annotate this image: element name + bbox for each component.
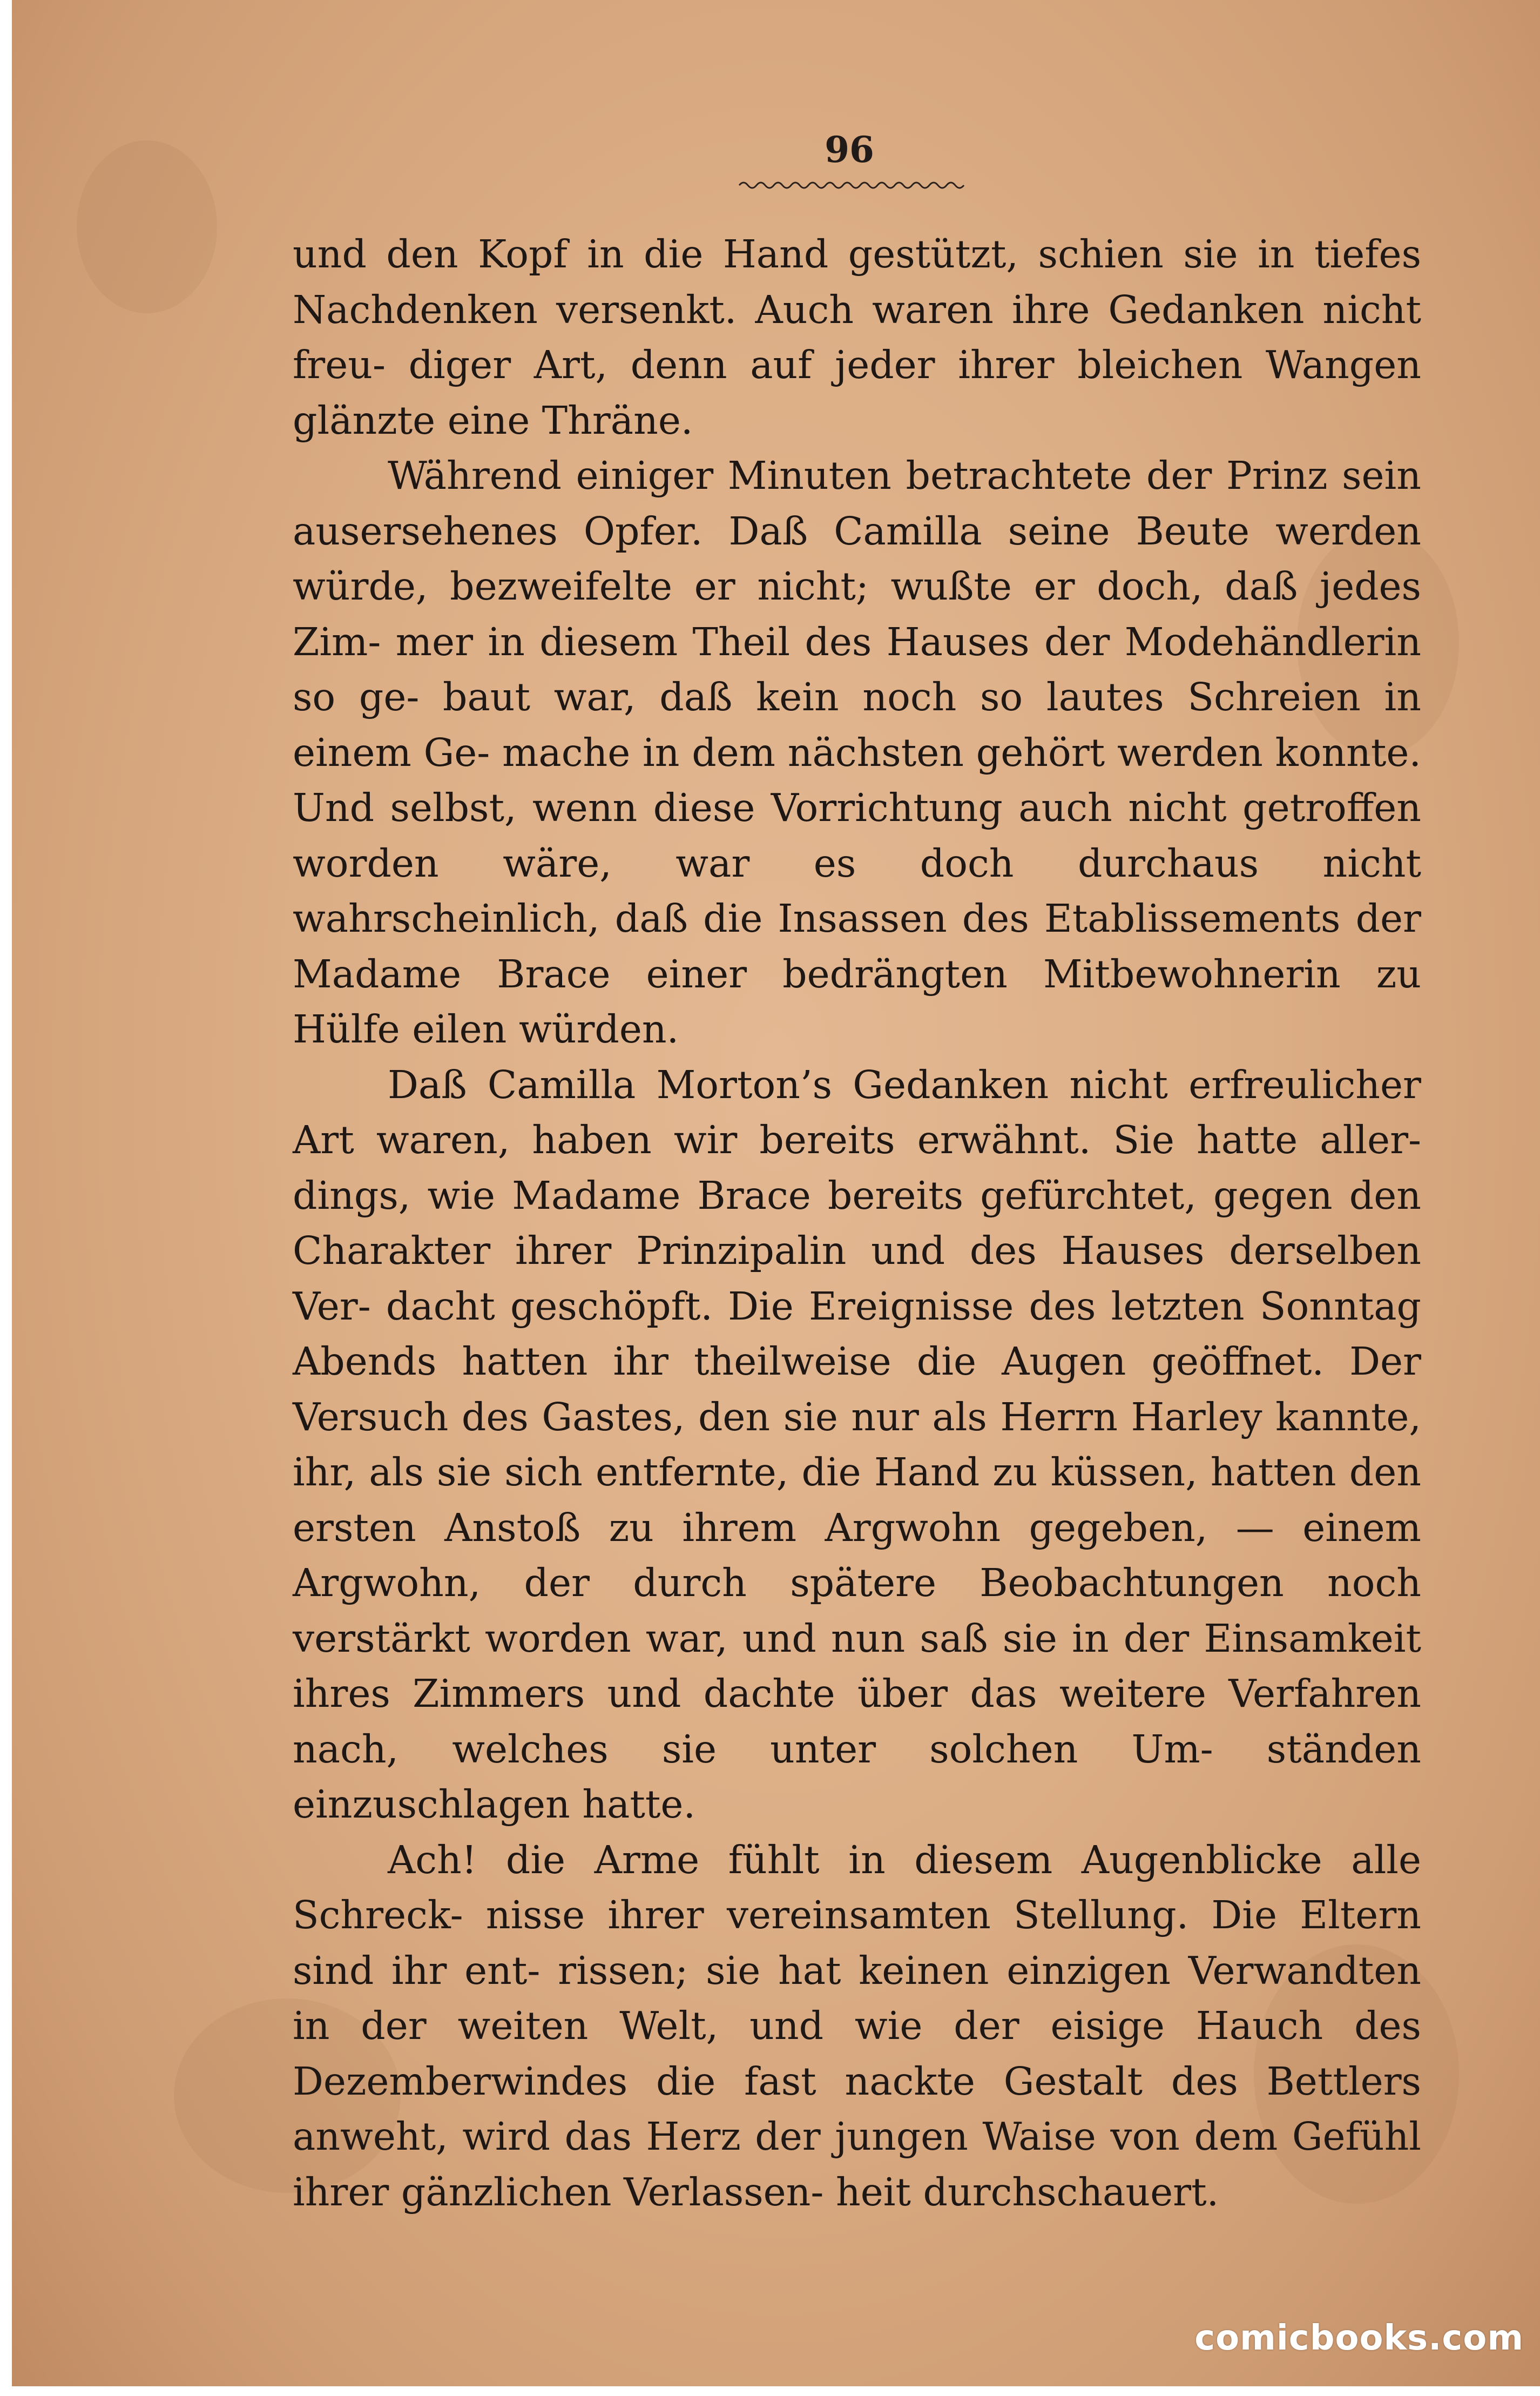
watermark: comicbooks.com — [1194, 2318, 1524, 2358]
page-number: 96 — [825, 129, 874, 171]
paragraph: und den Kopf in die Hand gestützt, schien sie in tiefes Nachdenken versenkt. Auch waren ihre Gedanken nicht freu- diger Art, denn auf jeder ihrer bleichen Wangen glänzte eine Thräne. — [293, 232, 1421, 443]
body-text — [293, 227, 1421, 2220]
bottom-margin — [0, 2386, 1540, 2396]
paragraph: Ach! die Arme fühlt in diesem Augenblicke alle Schreck- nisse ihrer vereinsamten Stellung. Die Eltern sind ihr ent- rissen; sie hat keinen einzigen Verwandten in der weiten Welt, und wie der eisige Hauch des Dezemberwindes die fast nackte Gestalt des Bettlers anweht, wird das Herz der jungen Waise von dem Gefühl ihrer gänzlichen Verlassen- heit durchschauert. — [293, 1837, 1421, 2215]
paragraph: Während einiger Minuten betrachtete der Prinz sein ausersehenes Opfer. Daß Camilla seine Beute werden würde, bezweifelte er nicht; wußte er doch, daß jedes Zim- mer in diesem Theil des Hauses der Modehändlerin so ge- baut war, daß kein noch so lautes Schreien in einem Ge- mache in dem nächsten gehört werden konnte. Und selbst, wenn diese Vorrichtung auch nicht getroffen worden wäre, war es doch durchaus nicht wahrscheinlich, daß die Insassen des Etablissements der Madame Brace einer bedrängten Mitbewohnerin zu Hülfe eilen würden. — [293, 453, 1421, 1052]
wavy-rule-ornament — [738, 176, 965, 192]
book-page — [12, 0, 1540, 2386]
paragraph: Daß Camilla Morton’s Gedanken nicht erfreulicher Art waren, haben wir bereits erwähnt. Sie hatte aller- dings, wie Madame Brace bereits gefürchtet, gegen den Charakter ihrer Prinzipalin und des Hauses derselben Ver- dacht geschöpft. Die Ereignisse des letzten Sonntag Abends hatten ihr theilweise die Augen geöffnet. Der Versuch des Gastes, den sie nur als Herrn Harley kannte, ihr, als sie sich entfernte, die Hand zu küssen, hatten den ersten Anstoß zu ihrem Argwohn gegeben, — einem Argwohn, der durch spätere Beobachtungen noch verstärkt worden war, und nun saß sie in der Einsamkeit ihres Zimmers und dachte über das weitere Verfahren nach, welches sie unter solchen Um- ständen einzuschlagen hatte. — [293, 1062, 1421, 1827]
